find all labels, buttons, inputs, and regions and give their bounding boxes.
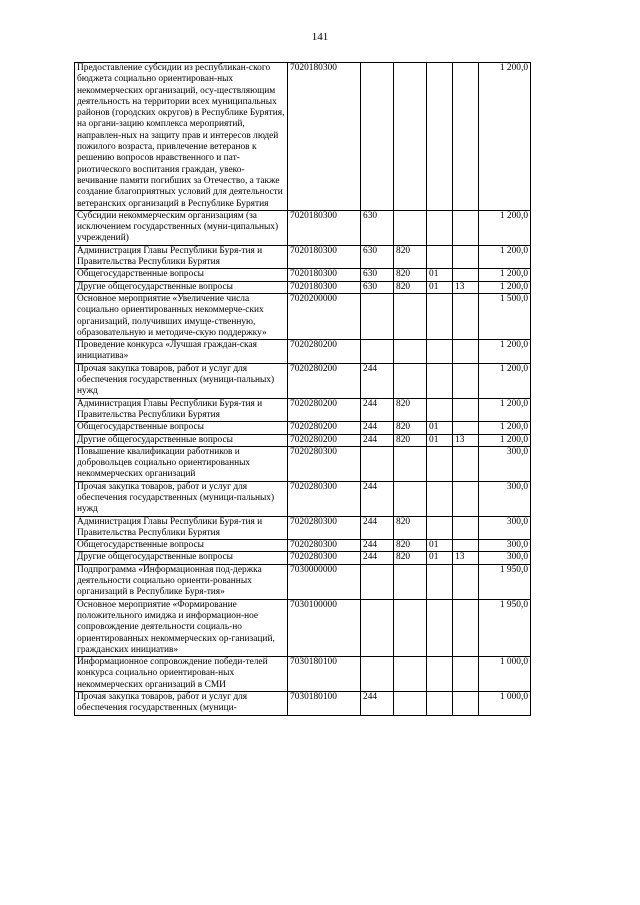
target-code-cell: 7030000000 (288, 564, 361, 599)
ministry-code-cell (394, 564, 427, 599)
target-code-cell: 7020280200 (288, 340, 361, 364)
ministry-code-cell (394, 293, 427, 339)
section-cell (427, 657, 453, 692)
target-code-cell: 7020280300 (288, 540, 361, 552)
subsection-cell (453, 63, 479, 211)
subsection-cell: 13 (453, 552, 479, 564)
ministry-code-cell: 820 (394, 516, 427, 540)
item-name-cell: Администрация Главы Республики Буря-тия и Правительства Республики Бурятия (75, 516, 288, 540)
ministry-code-cell: 820 (394, 281, 427, 293)
subsection-cell: 13 (453, 434, 479, 446)
ministry-code-cell: 820 (394, 434, 427, 446)
section-cell (427, 245, 453, 269)
subsection-cell (453, 516, 479, 540)
expense-type-cell (361, 63, 394, 211)
table-row (75, 434, 531, 446)
section-cell: 01 (427, 281, 453, 293)
expense-type-cell: 244 (361, 398, 394, 422)
expense-type-cell: 244 (361, 540, 394, 552)
item-name-cell: Общегосударственные вопросы (75, 269, 288, 281)
table-row (75, 540, 531, 552)
item-name-cell: Субсидии некоммерческим организациям (за исключением государственных (муни-ципальных) учреждений) (75, 210, 288, 245)
item-name-cell: Информационное сопровождение победи-телей конкурса социально ориентирован-ных некоммерческих организаций в СМИ (75, 657, 288, 692)
target-code-cell: 7020180300 (288, 245, 361, 269)
ministry-code-cell: 820 (394, 245, 427, 269)
ministry-code-cell: 820 (394, 552, 427, 564)
table-row (75, 446, 531, 481)
item-name-cell: Администрация Главы Республики Буря-тия и Правительства Республики Бурятия (75, 245, 288, 269)
amount-cell: 1 950,0 (479, 564, 531, 599)
expense-type-cell: 630 (361, 281, 394, 293)
section-cell (427, 363, 453, 398)
target-code-cell: 7020200000 (288, 293, 361, 339)
section-cell: 01 (427, 434, 453, 446)
section-cell (427, 398, 453, 422)
subsection-cell (453, 692, 479, 716)
table-row (75, 293, 531, 339)
table-row (75, 340, 531, 364)
item-name-cell: Прочая закупка товаров, работ и услуг для обеспечения государственных (муници-пальных) нужд (75, 363, 288, 398)
expense-type-cell: 244 (361, 516, 394, 540)
expense-type-cell: 244 (361, 422, 394, 434)
table-row (75, 422, 531, 434)
ministry-code-cell: 820 (394, 540, 427, 552)
subsection-cell (453, 422, 479, 434)
section-cell (427, 340, 453, 364)
subsection-cell (453, 293, 479, 339)
ministry-code-cell (394, 210, 427, 245)
item-name-cell: Повышение квалификации работников и добровольцев социально ориентированных некоммерческих организаций (75, 446, 288, 481)
ministry-code-cell (394, 340, 427, 364)
item-name-cell: Другие общегосударственные вопросы (75, 281, 288, 293)
target-code-cell: 7020180300 (288, 269, 361, 281)
target-code-cell: 7020180300 (288, 210, 361, 245)
table-row (75, 210, 531, 245)
expense-type-cell (361, 340, 394, 364)
amount-cell: 1 200,0 (479, 398, 531, 422)
amount-cell: 300,0 (479, 552, 531, 564)
ministry-code-cell (394, 481, 427, 516)
table-row (75, 481, 531, 516)
item-name-cell: Общегосударственные вопросы (75, 540, 288, 552)
table-row (75, 245, 531, 269)
expense-type-cell: 244 (361, 552, 394, 564)
ministry-code-cell: 820 (394, 398, 427, 422)
ministry-code-cell (394, 657, 427, 692)
expense-type-cell: 244 (361, 363, 394, 398)
item-name-cell: Прочая закупка товаров, работ и услуг для обеспечения государственных (муници- (75, 692, 288, 716)
section-cell (427, 210, 453, 245)
target-code-cell: 7020180300 (288, 63, 361, 211)
amount-cell: 300,0 (479, 446, 531, 481)
table-row (75, 692, 531, 716)
amount-cell: 1 200,0 (479, 210, 531, 245)
table-row (75, 657, 531, 692)
section-cell: 01 (427, 552, 453, 564)
target-code-cell: 7020280200 (288, 363, 361, 398)
expense-type-cell (361, 564, 394, 599)
page-number: 141 (311, 31, 329, 43)
subsection-cell (453, 269, 479, 281)
amount-cell: 300,0 (479, 516, 531, 540)
item-name-cell: Предоставление субсидии из республикан-ского бюджета социально ориентирован-ных некоммерческих организаций, осу-ществляющим деятельность на территории всех муниципальных районов (городских округов) в Республике Бурятия, на органи-зацию комплекса мероприятий, направлен-ных на защиту прав и интересов людей пожилого возраста, привлечение ветеранов к решению вопросов нравственного и пат-риотического воспитания граждан, увеко-вечивание памяти погибших за Отечество, а также создание благоприятных условий для деятельности ветеранских организаций в Республике Бурятия (75, 63, 288, 211)
target-code-cell: 7020280200 (288, 434, 361, 446)
target-code-cell: 7030180100 (288, 692, 361, 716)
section-cell (427, 564, 453, 599)
item-name-cell: Общегосударственные вопросы (75, 422, 288, 434)
subsection-cell (453, 540, 479, 552)
ministry-code-cell: 820 (394, 422, 427, 434)
target-code-cell: 7020280200 (288, 398, 361, 422)
table-row (75, 398, 531, 422)
expense-type-cell (361, 293, 394, 339)
amount-cell: 1 200,0 (479, 434, 531, 446)
table-row (75, 552, 531, 564)
amount-cell: 1 200,0 (479, 63, 531, 211)
expense-type-cell: 244 (361, 692, 394, 716)
section-cell: 01 (427, 269, 453, 281)
subsection-cell (453, 245, 479, 269)
ministry-code-cell (394, 63, 427, 211)
target-code-cell: 7020280300 (288, 481, 361, 516)
section-cell (427, 599, 453, 656)
ministry-code-cell (394, 446, 427, 481)
amount-cell: 1 500,0 (479, 293, 531, 339)
subsection-cell (453, 210, 479, 245)
budget-table-body (75, 63, 531, 716)
expense-type-cell: 244 (361, 434, 394, 446)
target-code-cell: 7020280200 (288, 422, 361, 434)
section-cell (427, 516, 453, 540)
item-name-cell: Проведение конкурса «Лучшая граждан-ская инициатива» (75, 340, 288, 364)
subsection-cell (453, 657, 479, 692)
amount-cell: 1 200,0 (479, 245, 531, 269)
expense-type-cell: 630 (361, 269, 394, 281)
expense-type-cell: 630 (361, 210, 394, 245)
table-row (75, 281, 531, 293)
amount-cell: 1 200,0 (479, 422, 531, 434)
amount-cell: 300,0 (479, 540, 531, 552)
target-code-cell: 7030180100 (288, 657, 361, 692)
table-row (75, 63, 531, 211)
table-row (75, 363, 531, 398)
ministry-code-cell (394, 363, 427, 398)
target-code-cell: 7020280300 (288, 446, 361, 481)
subsection-cell (453, 363, 479, 398)
subsection-cell (453, 398, 479, 422)
ministry-code-cell: 820 (394, 269, 427, 281)
expense-type-cell (361, 657, 394, 692)
expense-type-cell: 630 (361, 245, 394, 269)
expense-type-cell (361, 599, 394, 656)
amount-cell: 1 000,0 (479, 657, 531, 692)
item-name-cell: Основное мероприятие «Увеличение числа социально ориентированных некоммерче-ских организаций, получивших имуще-ственную, образовательную и методиче-скую поддержку» (75, 293, 288, 339)
subsection-cell (453, 599, 479, 656)
subsection-cell (453, 564, 479, 599)
section-cell (427, 63, 453, 211)
item-name-cell: Другие общегосударственные вопросы (75, 552, 288, 564)
subsection-cell (453, 446, 479, 481)
section-cell (427, 692, 453, 716)
amount-cell: 1 200,0 (479, 269, 531, 281)
table-row (75, 269, 531, 281)
section-cell (427, 446, 453, 481)
item-name-cell: Другие общегосударственные вопросы (75, 434, 288, 446)
subsection-cell: 13 (453, 281, 479, 293)
budget-table (74, 62, 531, 716)
target-code-cell: 7020280300 (288, 516, 361, 540)
ministry-code-cell (394, 692, 427, 716)
table-row (75, 564, 531, 599)
section-cell: 01 (427, 540, 453, 552)
item-name-cell: Основное мероприятие «Формирование положительного имиджа и информацион-ное сопровождение деятельности социаль-но ориентированных некоммерческих ор-ганизаций, гражданских инициатив» (75, 599, 288, 656)
expense-type-cell: 244 (361, 481, 394, 516)
section-cell (427, 293, 453, 339)
section-cell: 01 (427, 422, 453, 434)
item-name-cell: Администрация Главы Республики Буря-тия и Правительства Республики Бурятия (75, 398, 288, 422)
ministry-code-cell (394, 599, 427, 656)
amount-cell: 1 200,0 (479, 281, 531, 293)
amount-cell: 1 950,0 (479, 599, 531, 656)
amount-cell: 1 000,0 (479, 692, 531, 716)
target-code-cell: 7020180300 (288, 281, 361, 293)
amount-cell: 1 200,0 (479, 340, 531, 364)
subsection-cell (453, 481, 479, 516)
expense-type-cell (361, 446, 394, 481)
target-code-cell: 7020280300 (288, 552, 361, 564)
subsection-cell (453, 340, 479, 364)
table-row (75, 599, 531, 656)
table-row (75, 516, 531, 540)
item-name-cell: Прочая закупка товаров, работ и услуг для обеспечения государственных (муници-пальных) нужд (75, 481, 288, 516)
amount-cell: 1 200,0 (479, 363, 531, 398)
target-code-cell: 7030100000 (288, 599, 361, 656)
section-cell (427, 481, 453, 516)
item-name-cell: Подпрограмма «Информационная под-держка деятельности социально ориенти-рованных организаций в Республике Буря-тия» (75, 564, 288, 599)
amount-cell: 300,0 (479, 481, 531, 516)
